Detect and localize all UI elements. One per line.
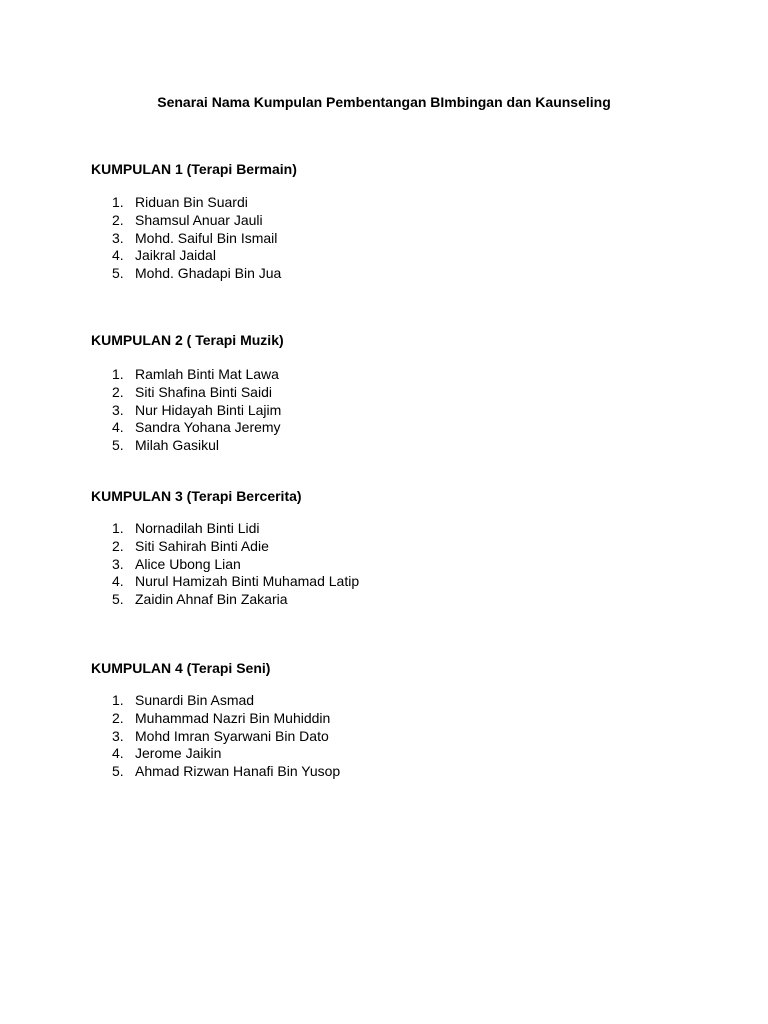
member-name: Ahmad Rizwan Hanafi Bin Yusop	[135, 763, 341, 780]
member-name: Muhammad Nazri Bin Muhiddin	[135, 709, 331, 726]
list-item	[112, 573, 359, 591]
member-name: Sunardi Bin Asmad	[135, 692, 255, 708]
list-number: 3.	[112, 229, 124, 246]
list-item	[112, 538, 359, 556]
member-list	[112, 366, 281, 455]
list-number: 4.	[112, 573, 124, 590]
list-item	[112, 591, 359, 609]
member-name: Alice Ubong Lian	[135, 555, 241, 572]
member-name: Shamsul Anuar Jauli	[135, 211, 263, 228]
member-name: Zaidin Ahnaf Bin Zakaria	[135, 591, 288, 608]
document-title: Senarai Nama Kumpulan Pembentangan BImbingan dan Kaunseling	[157, 94, 611, 110]
list-number: 1.	[112, 520, 124, 536]
member-name: Siti Shafina Binti Saidi	[135, 383, 272, 400]
member-list	[112, 194, 281, 283]
list-item	[112, 247, 281, 265]
list-item	[112, 402, 281, 420]
list-item	[112, 763, 340, 781]
list-number: 4.	[112, 419, 124, 436]
group-heading: KUMPULAN 3 (Terapi Bercerita)	[91, 488, 302, 504]
group-heading: KUMPULAN 2 ( Terapi Muzik)	[91, 332, 284, 348]
list-item	[112, 692, 340, 710]
member-name: Mohd. Ghadapi Bin Jua	[135, 265, 282, 282]
group-heading: KUMPULAN 4 (Terapi Seni)	[91, 660, 271, 676]
group-heading: KUMPULAN 1 (Terapi Bermain)	[91, 161, 297, 177]
list-number: 4.	[112, 745, 124, 762]
list-number: 2.	[112, 211, 124, 228]
list-item	[112, 384, 281, 402]
member-name: Mohd Imran Syarwani Bin Dato	[135, 727, 329, 744]
list-item	[112, 520, 359, 538]
list-number: 5.	[112, 763, 124, 780]
list-number: 1.	[112, 366, 124, 382]
list-number: 5.	[112, 437, 124, 454]
list-item	[112, 437, 281, 455]
list-number: 3.	[112, 401, 124, 418]
member-name: Siti Sahirah Binti Adie	[135, 537, 269, 554]
list-number: 5.	[112, 265, 124, 282]
member-name: Riduan Bin Suardi	[135, 194, 248, 210]
list-number: 2.	[112, 537, 124, 554]
list-item	[112, 556, 359, 574]
member-list	[112, 520, 359, 609]
list-item	[112, 710, 340, 728]
list-number: 1.	[112, 194, 124, 210]
member-name: Nur Hidayah Binti Lajim	[135, 401, 282, 418]
member-name: Jaikral Jaidal	[135, 247, 216, 264]
member-name: Milah Gasikul	[135, 437, 220, 454]
member-name: Sandra Yohana Jeremy	[135, 419, 281, 436]
list-item	[112, 366, 281, 384]
member-name: Nornadilah Binti Lidi	[135, 520, 260, 536]
list-item	[112, 265, 281, 283]
list-item	[112, 728, 340, 746]
list-number: 5.	[112, 591, 124, 608]
member-name: Ramlah Binti Mat Lawa	[135, 366, 279, 382]
member-name: Nurul Hamizah Binti Muhamad Latip	[135, 573, 360, 590]
list-item	[112, 419, 281, 437]
list-item	[112, 230, 281, 248]
list-number: 2.	[112, 383, 124, 400]
list-item	[112, 745, 340, 763]
list-number: 2.	[112, 709, 124, 726]
member-name: Jerome Jaikin	[135, 745, 222, 762]
list-number: 3.	[112, 555, 124, 572]
list-number: 3.	[112, 727, 124, 744]
list-number: 4.	[112, 247, 124, 264]
list-item	[112, 194, 281, 212]
member-list	[112, 692, 340, 781]
list-number: 1.	[112, 692, 124, 708]
member-name: Mohd. Saiful Bin Ismail	[135, 229, 278, 246]
list-item	[112, 212, 281, 230]
